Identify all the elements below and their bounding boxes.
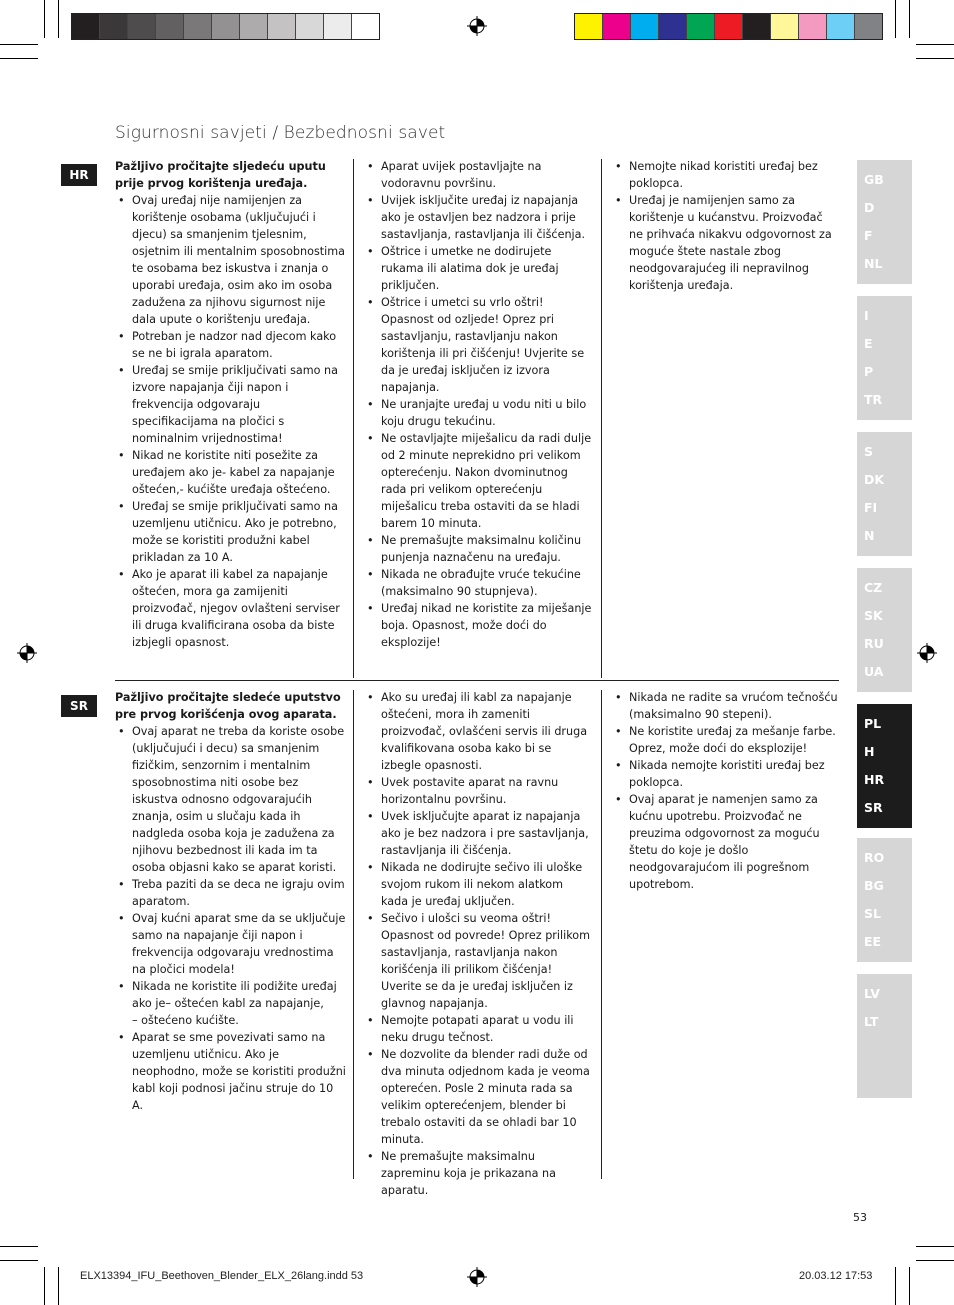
crop-mark [0,44,38,45]
process-color-bar [574,13,883,40]
list-item: • Uvek isključujte aparat iz napajanja ako je bez nadzora i pre sastavljanja, rastavljanja ili čišćenja. [364,808,592,859]
color-swatch [603,14,631,39]
list-item: • Ovaj uređaj nije namijenjen za korištenje osobama (uključujući i djecu) sa smanjenim tjelesnim, osjetnim ili mentalnim sposobnostima te osobama bez iskustva i znanja o uporabi uređaja, osim ako im osoba zadužena za njihovu sigurnost nije dala upute o korištenju uređaja. [115,192,347,328]
crop-mark [44,0,45,38]
list-item: • Nikada ne koristite ili podižite uređaj ako je– oštećen kabl za napajanje, – oštećeno kućište. [115,978,347,1029]
color-swatch [855,14,882,39]
crop-mark [916,44,954,45]
color-swatch [659,14,687,39]
crop-mark [916,58,954,59]
registration-mark-icon [17,643,37,663]
list-item: • Potreban je nadzor nad djecom kako se ne bi igrala aparatom. [115,328,347,362]
crop-mark [895,0,896,38]
crop-mark [0,1260,38,1261]
footer-date: 20.03.12 17:53 [799,1270,873,1282]
list-item: • Ne dozvolite da blender radi duže od dva minuta odjednom kada je veoma opterećen. Posle 2 minuta rada sa velikim opterećenjem, blender bi trebalo ostaviti da se ohladi bar 10 minuta. [364,1046,592,1148]
hr-column-1 [115,158,347,651]
list-item: • Uvijek isključite uređaj iz napajanja ako je ostavljen bez nadzora i prije sastavljanja, rastavljanja ili čišćenja. [364,192,592,243]
language-code: RU [864,636,884,651]
list-item: • Nemojte potapati aparat u vodu ili neku drugu tečnost. [364,1012,592,1046]
language-code: HR [864,772,885,787]
list-item: • Ne ostavljajte miješalicu da radi dulje od 2 minute neprekidno pri velikom opterećenju. Nakon dvominutnog rada pri velikom opterećenju miješalicu treba ostaviti da se hladi barem 10 minuta. [364,430,592,532]
list-item: • Ovaj aparat ne treba da koriste osobe (uključujući i decu) sa smanjenim fizičkim, senzornim i mentalnim sposobnostima niti osobe bez iskustva odnosno odgovarajućih znanja, osim u slučaju kada ih nadgleda osoba koja je zadužena za njihovu bezbednost ili kada im ta osoba objasni kako se aparat koristi. [115,723,347,876]
list-item: • Uređaj se smije priključivati samo na izvore napajanja čiji napon i frekvencija odgovaraju specifikacijama na pločici s nominalnim vrijednostima! [115,362,347,447]
language-code: N [864,528,875,543]
list-item: • Uređaj je namijenjen samo za korištenje u kućanstvu. Proizvođač ne prihvaća nikakvu odgovornost za moguće štete nastale zbog neodgovarajućeg ili nepravilnog korištenja uređaja. [612,192,838,294]
column-divider [353,690,354,1179]
language-code: SK [864,608,883,623]
page-title: Sigurnosni savjeti / Bezbednosni savet [115,123,446,143]
color-swatch [827,14,855,39]
registration-mark-icon [917,643,937,663]
language-tag-sr: SR [61,695,97,717]
language-code: D [864,200,875,215]
grey-swatch [268,14,296,39]
color-swatch [575,14,603,39]
list-item: • Ne uranjajte uređaj u vodu niti u bilo koju drugu tekućinu. [364,396,592,430]
crop-mark [58,0,59,38]
list-item: • Ovaj kućni aparat sme da se uključuje samo na napajanje čiji napon i frekvencija odgovaraju vrednostima na pločici modela! [115,910,347,978]
crop-mark [58,1267,59,1305]
sr-col3-list [612,689,838,893]
grey-swatch [324,14,352,39]
language-group [857,974,912,1098]
language-code: CZ [864,580,883,595]
list-item: • Treba paziti da se deca ne igraju ovim aparatom. [115,876,347,910]
list-item: • Ne koristite uređaj za mešanje farbe. Oprez, može doći do eksplozije! [612,723,838,757]
language-group [857,160,912,284]
grey-swatch [296,14,324,39]
sr-col2-list [364,689,592,1199]
grey-swatch [352,14,379,39]
list-item: • Nikada ne dodirujte sečivo ili uloške svojom rukom ili nekom alatkom kada je uređaj uključen. [364,859,592,910]
language-group [857,432,912,556]
grey-swatch [100,14,128,39]
hr-column-2 [364,158,592,651]
language-code: E [864,336,873,351]
list-item: • Oštrice i umetci su vrlo oštri! Opasnost od ozljede! Oprez pri sastavljanju, rastavljanju nakon korištenja ili pri čišćenju! Uvjerite se da je uređaj isključen iz izvora napajanja. [364,294,592,396]
hr-col1-list [115,192,347,651]
color-swatch [771,14,799,39]
language-code: RO [864,850,885,865]
crop-mark [895,1267,896,1305]
list-item: • Nemojte nikad koristiti uređaj bez poklopca. [612,158,838,192]
list-item: • Sečivo i ulošci su veoma oštri! Opasnost od povrede! Oprez prilikom sastavljanja, rastavljanja nakon korišćenja ili prilikom čišćenja! Uverite se da je uređaj isključen iz glavnog napajanja. [364,910,592,1012]
sr-column-3 [612,689,838,893]
sr-intro: Pažljivo pročitajte sledeće uputstvo pre prvog korišćenja ovog aparata. [115,691,341,721]
list-item: • Ako su uređaj ili kabl za napajanje oštećeni, mora ih zameniti proizvođač, ovlašćeni servis ili druga kvalifikovana osoba kako bi se izbegle opasnosti. [364,689,592,774]
grey-swatch [184,14,212,39]
page-number: 53 [853,1211,867,1224]
language-code: H [864,744,875,759]
language-group [857,704,912,828]
language-code: SL [864,906,881,921]
color-swatch [743,14,771,39]
sr-column-1 [115,689,347,1114]
hr-column-3 [612,158,838,294]
grey-swatch [156,14,184,39]
language-code: I [864,308,869,323]
registration-mark-icon [467,16,487,36]
language-group [857,296,912,420]
hr-col3-list [612,158,838,294]
hr-col2-list [364,158,592,651]
color-swatch [715,14,743,39]
color-swatch [799,14,827,39]
column-divider [353,159,354,678]
language-code: SR [864,800,883,815]
color-swatch [631,14,659,39]
crop-mark [916,1260,954,1261]
crop-mark [909,0,910,38]
sr-column-2 [364,689,592,1199]
language-code: UA [864,664,884,679]
list-item: • Ne premašujte maksimalnu količinu punjenja naznačenu na uređaju. [364,532,592,566]
column-divider [601,159,602,678]
language-group [857,568,912,692]
footer-file-name: ELX13394_IFU_Beethoven_Blender_ELX_26lang.indd 53 [80,1270,364,1282]
grey-swatch [128,14,156,39]
list-item: • Nikada nemojte koristiti uređaj bez poklopca. [612,757,838,791]
language-code: PL [864,716,882,731]
list-item: • Ako je aparat ili kabel za napajanje oštećen, mora ga zamijeniti proizvođač, njegov ovlašteni serviser ili druga kvalificirana osoba da biste izbjegli opasnost. [115,566,347,651]
grey-color-bar [71,13,380,40]
language-tag-hr: HR [61,164,97,186]
grey-swatch [72,14,100,39]
language-code: NL [864,256,883,271]
language-code: EE [864,934,882,949]
list-item: • Ne premašujte maksimalnu zapreminu koja je prikazana na aparatu. [364,1148,592,1199]
list-item: • Nikada ne radite sa vrućom tečnošću (maksimalno 90 stepeni). [612,689,838,723]
list-item: • Aparat uvijek postavljajte na vodoravnu površinu. [364,158,592,192]
list-item: • Uređaj se smije priključivati samo na uzemljenu utičnicu. Ako je potrebno, može se koristiti produžni kabel prikladan za 10 A. [115,498,347,566]
list-item: • Ovaj aparat je namenjen samo za kućnu upotrebu. Proizvođač ne preuzima odgovornost za moguću štetu do koje je došlo neodgovarajućom ili pogrešnom upotrebom. [612,791,838,893]
language-code: F [864,228,873,243]
section-divider [115,680,839,681]
language-code: TR [864,392,883,407]
crop-mark [0,58,38,59]
grey-swatch [212,14,240,39]
language-code: DK [864,472,885,487]
crop-mark [0,1246,38,1247]
language-group [857,838,912,962]
language-code: LT [864,1014,879,1029]
list-item: • Uređaj nikad ne koristite za miješanje boja. Opasnost, može doći do eksplozije! [364,600,592,651]
hr-intro: Pažljivo pročitajte sljedeću uputu prije prvog korištenja uređaja. [115,160,326,190]
crop-mark [909,1267,910,1305]
registration-mark-icon [467,1267,487,1287]
crop-mark [916,1246,954,1247]
sr-col1-list [115,723,347,1114]
language-code: S [864,444,874,459]
crop-mark [44,1267,45,1305]
column-divider [601,690,602,1179]
language-code: BG [864,878,884,893]
grey-swatch [240,14,268,39]
language-code: FI [864,500,878,515]
list-item: • Nikada ne obrađujte vruće tekućine (maksimalno 90 stupnjeva). [364,566,592,600]
language-code: P [864,364,874,379]
color-swatch [687,14,715,39]
list-item: • Uvek postavite aparat na ravnu horizontalnu površinu. [364,774,592,808]
language-code: GB [864,172,884,187]
list-item: • Aparat se sme povezivati samo na uzemljenu utičnicu. Ako je neophodno, može se koristiti produžni kabl koji podnosi jačinu struje do 10 A. [115,1029,347,1114]
list-item: • Nikad ne koristite niti posežite za uređajem ako je- kabel za napajanje oštećen,- kućište uređaja oštećeno. [115,447,347,498]
list-item: • Oštrice i umetke ne dodirujete rukama ili alatima dok je uređaj priključen. [364,243,592,294]
language-code: LV [864,986,880,1001]
